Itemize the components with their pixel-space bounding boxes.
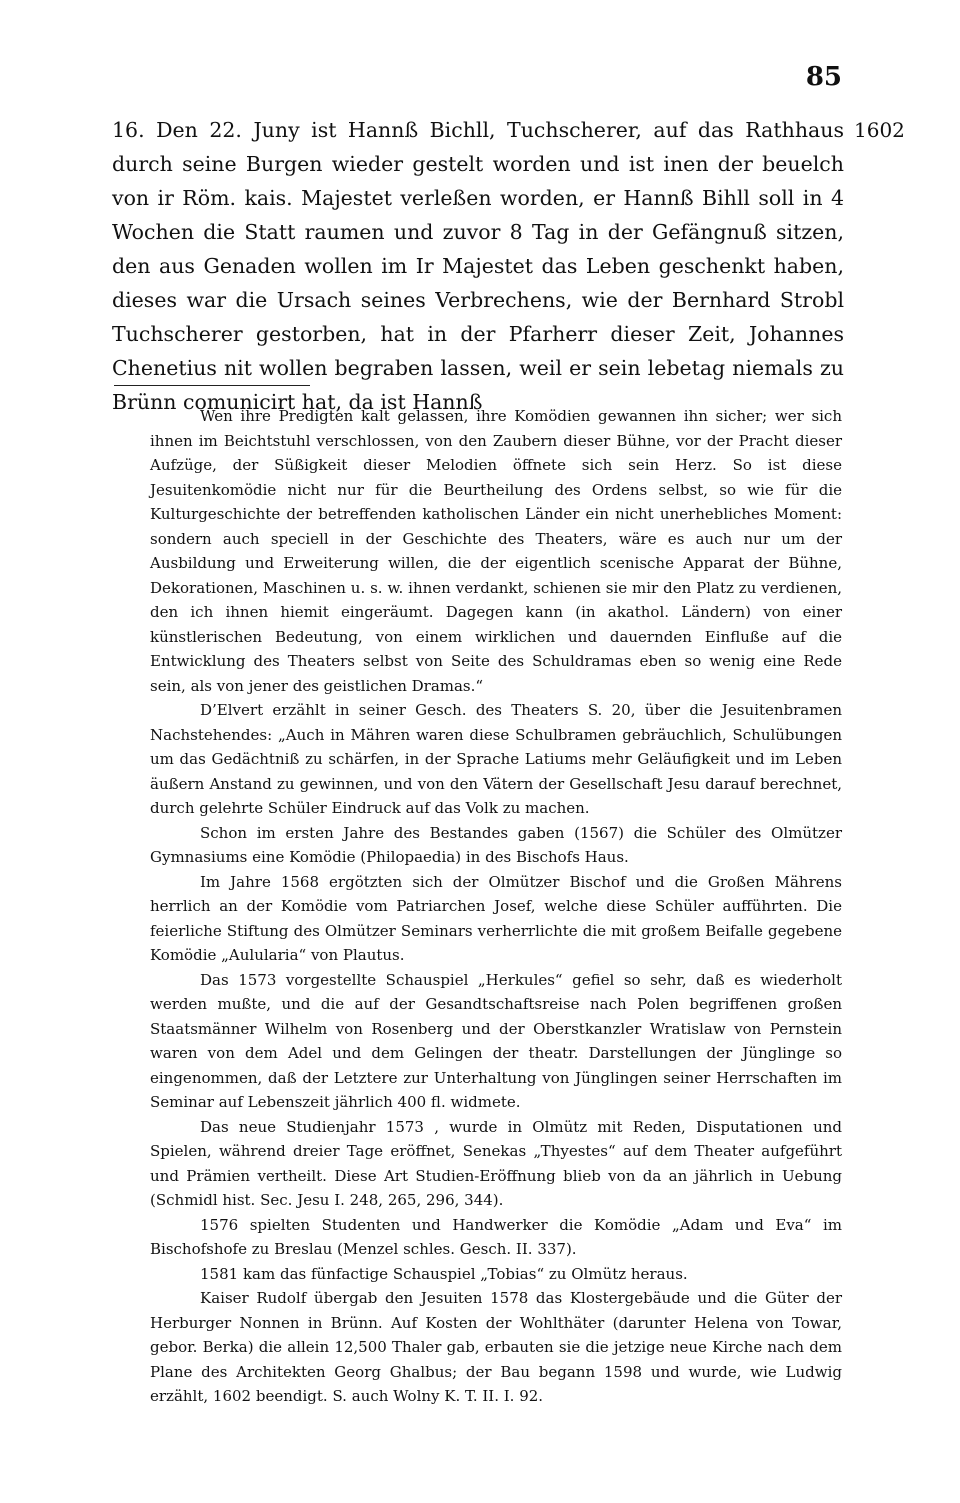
footnotes <box>150 404 842 1409</box>
footnote-paragraph: Das neue Studienjahr 1573 , wurde in Olmütz mit Reden, Disputationen und Spielen, während dreier Tage eröffnet, Senekas „Thyestes“ auf dem Theater aufgeführt und Prämien vertheilt. Diese Art Studien-Eröffnung blieb von da an jährlich in Uebung (Schmidl hist. Sec. Jesu I. 248, 265, 296, 344). <box>150 1117 842 1209</box>
footnote-paragraph: Wen ihre Predigten kalt gelassen, ihre Komödien gewannen ihn sicher; wer sich ihnen im Beichtstuhl verschlossen, von den Zaubern dieser Bühne, vor der Pracht dieser Aufzüge, der Süßigkeit dieser Melodien öffnete sich sein Herz. So ist diese Jesuitenkomödie nicht nur für die Beurtheilung des Ordens selbst, so wie für die Kulturgeschichte der betreffenden katholischen Länder ein nicht unerhebliches Moment: sondern auch speciell in der Geschichte des Theaters, wäre es auch nur um der Ausbildung und Erweiterung willen, die der eigentlich scenische Apparat der Bühne, Dekorationen, Maschinen u. s. w. ihnen verdankt, schienen sie mir den Platz zu verdienen, den ich ihnen hiemit eingeräumt. Dagegen kann (in akathol. Ländern) von einer künstlerischen Bedeutung, von einem wirklichen und dauernden Einfluße auf die Entwicklung des Theaters selbst von Seite des Schuldramas eben so wenig eine Rede sein, als von jener des geistlichen Dramas.“ <box>150 407 842 695</box>
page-number: 85 <box>805 62 842 92</box>
footnote-paragraph: Kaiser Rudolf übergab den Jesuiten 1578 das Klostergebäude und die Güter der Herburger Nonnen in Brünn. Auf Kosten der Wohlthäter (darunter Helena von Towar, gebor. Berka) die allein 12,500 Thaler gab, erbauten sie die jetzige neue Kirche nach dem Plane des Architekten Georg Ghalbus; der Bau begann 1598 und wurde, wie Ludwig erzählt, 1602 beendigt. S. auch Wolny K. T. II. I. 92. <box>150 1289 842 1405</box>
footnote-divider <box>114 385 310 386</box>
footnote-paragraph: D’Elvert erzählt in seiner Gesch. des Theaters S. 20, über die Jesuitenbramen Nachstehendes: „Auch in Mähren waren diese Schulbramen gebräuchlich, Schulübungen um das Gedächtniß zu schärfen, in der Sprache Latiums mehr Geläufigkeit und im Leben äußern Anstand zu gewinnen, und von den Vätern der Gesellschaft Jesu darauf berechnet, durch gelehrte Schüler Eindruck auf das Volk zu machen. <box>150 701 842 817</box>
footnote-paragraph: 1576 spielten Studenten und Handwerker die Komödie „Adam und Eva“ im Bischofshofe zu Breslau (Menzel schles. Gesch. II. 337). <box>150 1215 842 1258</box>
main-paragraph: 16. Den 22. Juny ist Hannß Bichll, Tuchscherer, auf das Rathhaus durch seine Burgen wieder gestelt worden und ist inen der beuelch von ir Röm. kais. Majestet verleßen worden, er Hannß Bihll soll in 4 Wochen die Statt raumen und zuvor 8 Tag in der Gefängnuß sitzen, den aus Genaden wollen im Ir Majestet das Leben geschenkt haben, dieses war die Ursach seines Verbrechens, wie der Bernhard Strobl Tuchscherer gestorben, hat in der Pfarherr dieser Zeit, Johannes Chenetius nit wollen begraben lassen, weil er sein lebetag niemals zu Brünn comunicirt hat, da ist Hannß <box>112 118 844 414</box>
footnote-paragraph: Schon im ersten Jahre des Bestandes gaben (1567) die Schüler des Olmützer Gymnasiums eine Komödie (Philopaedia) in des Bischofs Haus. <box>150 823 842 866</box>
main-text <box>112 113 844 419</box>
footnote-paragraph: 1581 kam das fünfactige Schauspiel „Tobias“ zu Olmütz heraus. <box>200 1264 688 1283</box>
footnote-paragraph: Im Jahre 1568 ergötzten sich der Olmützer Bischof und die Großen Mährens herrlich an der Komödie vom Patriarchen Josef, welche diese Schüler aufführten. Die feierliche Stiftung des Olmützer Seminars verherrlichte die mit großem Beifalle gegebene Komödie „Aulularia“ von Plautus. <box>150 872 842 964</box>
footnote-paragraph: Das 1573 vorgestellte Schauspiel „Herkules“ gefiel so sehr, daß es wiederholt werden mußte, und die auf der Gesandtschaftsreise nach Polen begriffenen großen Staatsmänner Wilhelm von Rosenberg und der Oberstkanzler Wratislaw von Pernstein waren von dem Adel und dem Gelingen der theatr. Darstellungen der Jünglinge so eingenommen, daß der Letztere zur Unterhaltung von Jünglingen seiner Herrschaften im Seminar auf Lebenszeit jährlich 400 fl. widmete. <box>150 970 842 1111</box>
margin-year: 1602 <box>854 118 905 142</box>
